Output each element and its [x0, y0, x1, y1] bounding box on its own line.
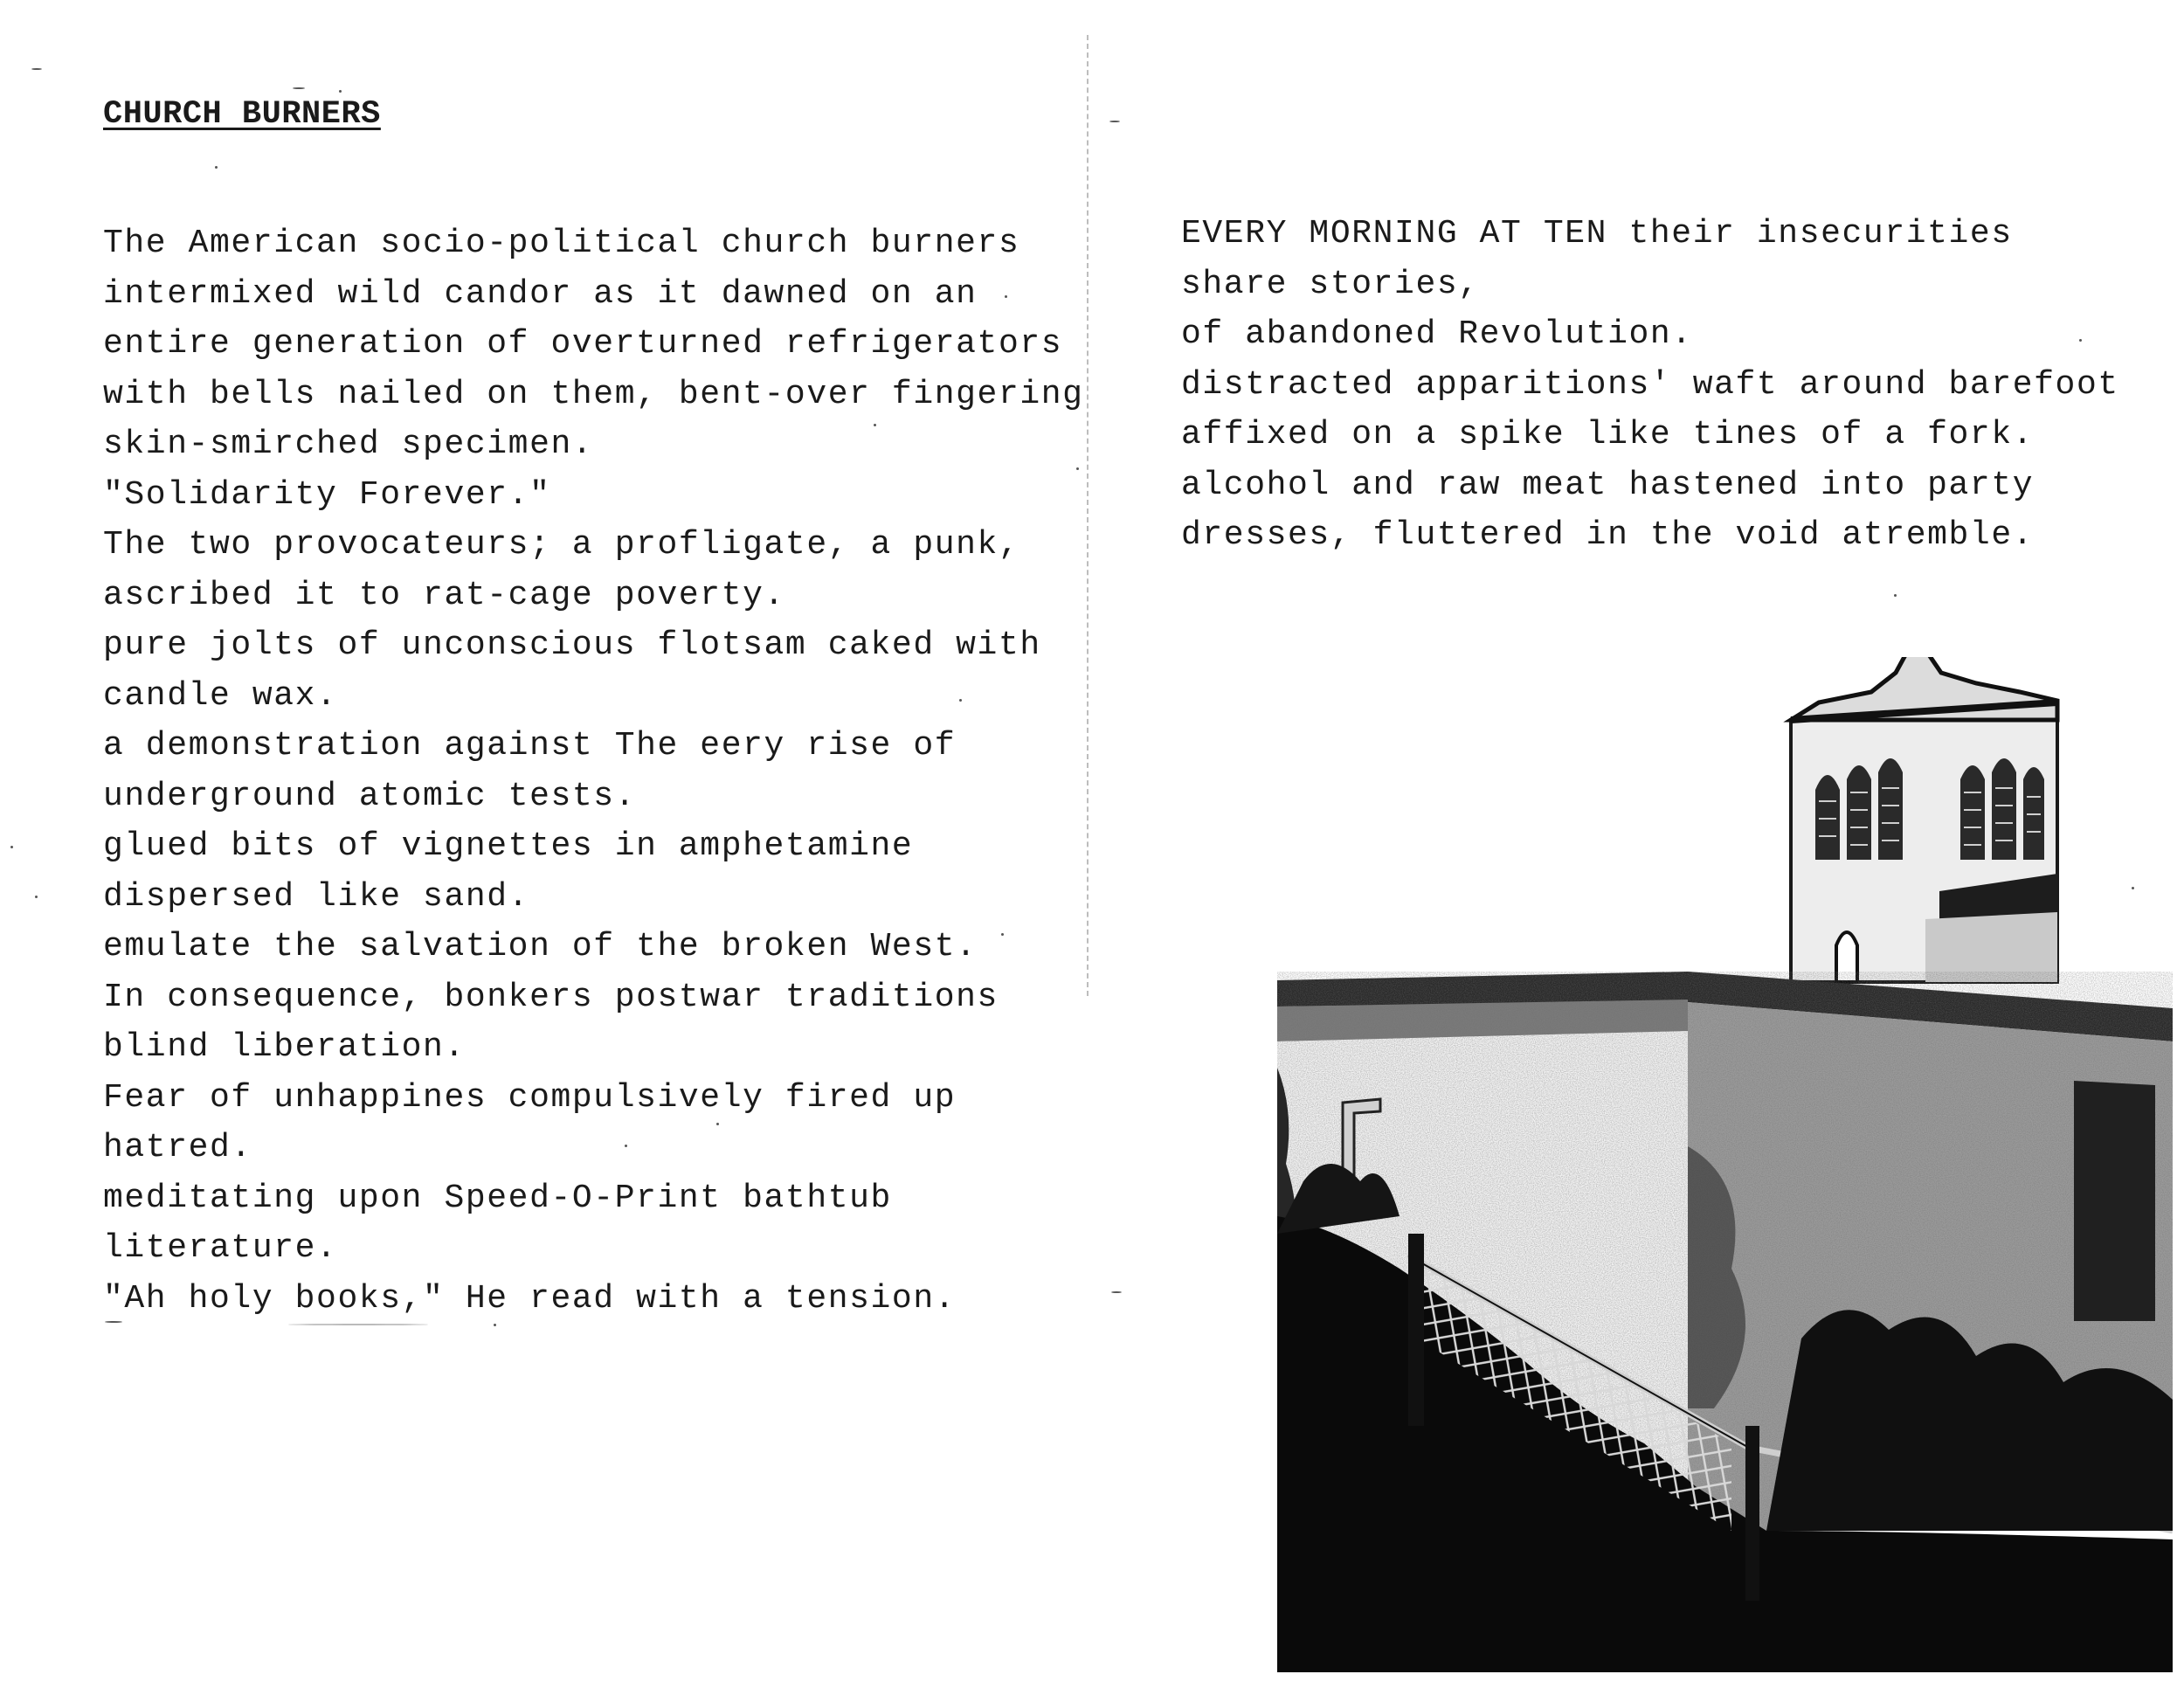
scan-speck [2079, 339, 2082, 342]
scan-speck [1001, 933, 1004, 936]
scan-speck [288, 1324, 428, 1325]
poem-line: ascribed it to rat-cage poverty. [103, 576, 785, 614]
scan-speck [10, 846, 13, 848]
poem-line: candle wax. [103, 676, 338, 715]
scan-speck [293, 87, 305, 89]
page-fold-line [1087, 35, 1089, 996]
poem-line: glued bits of vignettes in amphetamine [103, 827, 914, 865]
poem-line: dresses, fluttered in the void atremble. [1181, 516, 2035, 554]
poem-line: meditating upon Speed-O-Print bathtub [103, 1179, 892, 1217]
poem-line: Fear of unhappines compulsively fired up [103, 1078, 957, 1117]
poem-line: underground atomic tests. [103, 777, 637, 815]
church-photo [1277, 657, 2173, 1672]
scan-speck [1005, 295, 1007, 298]
poem-line: The two provocateurs; a profligate, a punk, [103, 526, 1020, 564]
scan-speck [959, 699, 962, 702]
poem-line: "Solidarity Forever." [103, 475, 551, 514]
poem-body-left [103, 218, 1084, 1324]
poem-line: literature. [103, 1229, 338, 1267]
poem-line: a demonstration against The eery rise of [103, 727, 957, 764]
scan-speck [1894, 594, 1897, 597]
poem-line: skin-smirched specimen. [103, 425, 594, 463]
scan-speck [1076, 467, 1079, 470]
scan-speck [874, 424, 876, 426]
scan-speck [716, 1123, 719, 1125]
poem-line: alcohol and raw meat hastened into party [1181, 466, 2035, 504]
right-page [1181, 209, 2160, 561]
scan-speck [215, 166, 218, 169]
poem-line: share stories, [1181, 265, 1480, 303]
scan-speck [2132, 887, 2134, 889]
scan-speck [1109, 121, 1120, 122]
poem-line: emulate the salvation of the broken West. [103, 928, 978, 965]
left-page [103, 96, 1084, 1324]
poem-line: The American socio-political church burners [103, 225, 1020, 262]
poem-line: "Ah holy books," He read with a tension. [103, 1279, 957, 1318]
poem-line: pure jolts of unconscious flotsam caked with [103, 626, 1041, 664]
poem-line: EVERY MORNING AT TEN their insecurities [1181, 215, 2013, 253]
scan-speck [31, 68, 42, 70]
scan-speck [494, 1324, 496, 1326]
poem-line: hatred. [103, 1129, 252, 1166]
poem-title: CHURCH BURNERS [103, 96, 381, 133]
poem-line: dispersed like sand. [103, 877, 530, 916]
poem-line: with bells nailed on them, bent-over fingering [103, 375, 1084, 413]
poem-line: of abandoned Revolution. [1181, 315, 1693, 353]
poem-line: intermixed wild candor as it dawned on an [103, 274, 978, 313]
scan-speck [105, 1321, 122, 1323]
poem-line: entire generation of overturned refrigerators [103, 325, 1063, 363]
scan-speck [35, 896, 38, 898]
poem-line: affixed on a spike like tines of a fork. [1181, 416, 2035, 453]
poem-line: blind liberation. [103, 1028, 466, 1066]
poem-line: In consequence, bonkers postwar traditions [103, 978, 999, 1016]
scan-speck [625, 1145, 627, 1147]
poem-line: distracted apparitions' waft around barefoot [1181, 365, 2119, 404]
scan-speck [339, 90, 342, 93]
scan-speck [1111, 1291, 1122, 1293]
bell-tower [1791, 657, 2057, 982]
